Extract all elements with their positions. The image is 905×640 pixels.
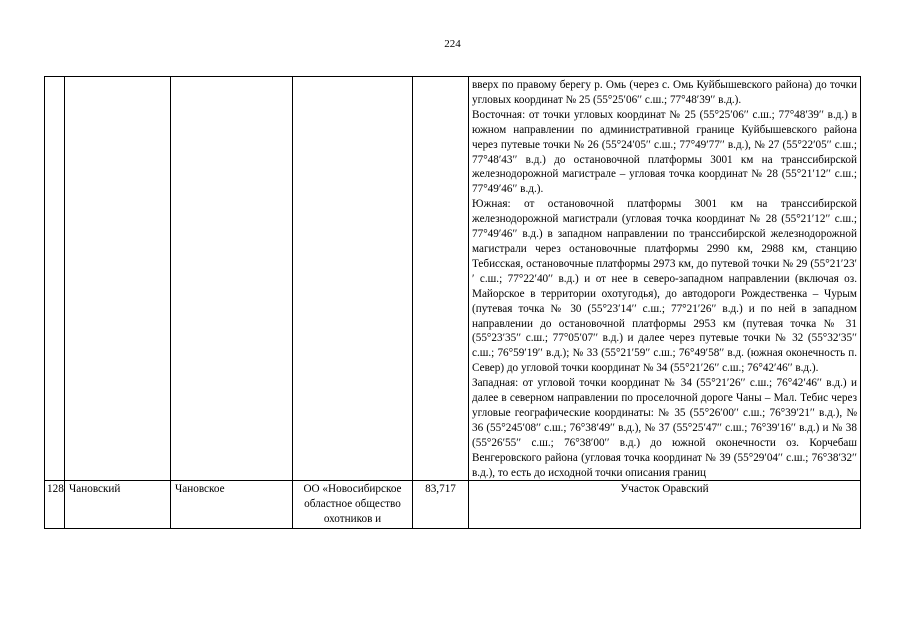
cell-organization: ОО «Новосибирское областное общество охотников и [293, 481, 413, 529]
cell-organization-empty [293, 77, 413, 481]
cell-hunting-ground-empty [171, 77, 293, 481]
cell-section-description [469, 481, 861, 529]
boundary-paragraph-west: Западная: от угловой точки координат № 34 (55°21′26′′ с.ш.; 76°42′46′′ в.д.) и далее в северном направлении по проселочной дороге Чаны – Мал. Тебис через угловые географические координаты: № 35 (55°26′00′′ с.ш.; 76°39′21′′ в.д.), № 36 (55°245′08′′ с.ш.; 76°38′49′′ в.д.), № 37 (55°25′47′′ с.ш.; 76°39′16′′ в.д.) и № 38 (55°26′55′′ с.ш.; 76°38′00′′ в.д.) до южной оконечности оз. Корчебаш Венгеровского района (угловая точка координат № 39 (55°29′04′′ с.ш.; 76°38′32′′ в.д.), то есть до исходной точки описания границ [472, 377, 857, 479]
cell-district: Чановский [65, 481, 171, 529]
hunting-grounds-table [44, 76, 861, 529]
table-row-128 [45, 481, 861, 529]
cell-hunting-ground: Чановское [171, 481, 293, 529]
boundary-paragraph-north-end: вверх по правому берегу р. Омь (через с. Омь Куйбышевского района) до точки угловых координат № 25 (55°25′06′′ с.ш.; 77°48′39′′ в.д.). [472, 79, 857, 106]
cell-row-number: 128 [45, 481, 65, 529]
cell-district-empty [65, 77, 171, 481]
page-number: 224 [444, 38, 461, 50]
cell-number-empty [45, 77, 65, 481]
cell-boundary-description [469, 77, 861, 481]
boundary-paragraph-south: Южная: от остановочной платформы 3001 км на транссибирской железнодорожной магистрали (угловая точка координат № 28 (55°21′12′′ с.ш.; 77°49′46′′ в.д.) в западном направлении по транссибирской железнодорожной магистрали через остановочные платформы 2990 км, 2988 км, станцию Тебисская, остановочные платформы 2973 км, до путевой точки № 29 (55°21′23′′ с.ш.; 77°22′40′′ в.д.) и от нее в северо-западном направлении (включая оз. Майорское в территории охотугодья), до автодороги Рождественка – Чурым (путевая точка № 30 (55°23′14′′ с.ш.; 77°21′26′′ в.д.) и по ней в западном направлении до остановочной платформы 2953 км (путевая точка № 31 (55°23′35′′ с.ш.; 77°05′07′′ в.д.) и далее через путевые точки № 32 (55°32′35′′ с.ш.; 76°59′19′′ в.д.); № 33 (55°21′59′′ с.ш.; 76°49′58′′ в.д. (южная оконечность п. Север) до угловой точки координат № 34 (55°21′26′′ с.ш.; 76°42′46′′ в.д.). [472, 198, 857, 375]
table-row-continuation [45, 77, 861, 481]
cell-area: 83,717 [413, 481, 469, 529]
cell-area-empty [413, 77, 469, 481]
section-title: Участок Оравский [620, 483, 709, 496]
boundary-paragraph-east: Восточная: от точки угловых координат № 25 (55°25′06′′ с.ш.; 77°48′39′′ в.д.) в южном направлении по административной границе Куйбышевского района через путевые точки № 26 (55°24′05′′ с.ш.; 77°49′77′′ в.д.), № 27 (55°22′05′′ с.ш.; 77°48′43′′ в.д.) до остановочной платформы 3001 км на транссибирской железнодорожной магистрале – угловая точка координат № 28 (55°21′12′′ с.ш.; 77°49′46′′ в.д.). [472, 108, 857, 196]
